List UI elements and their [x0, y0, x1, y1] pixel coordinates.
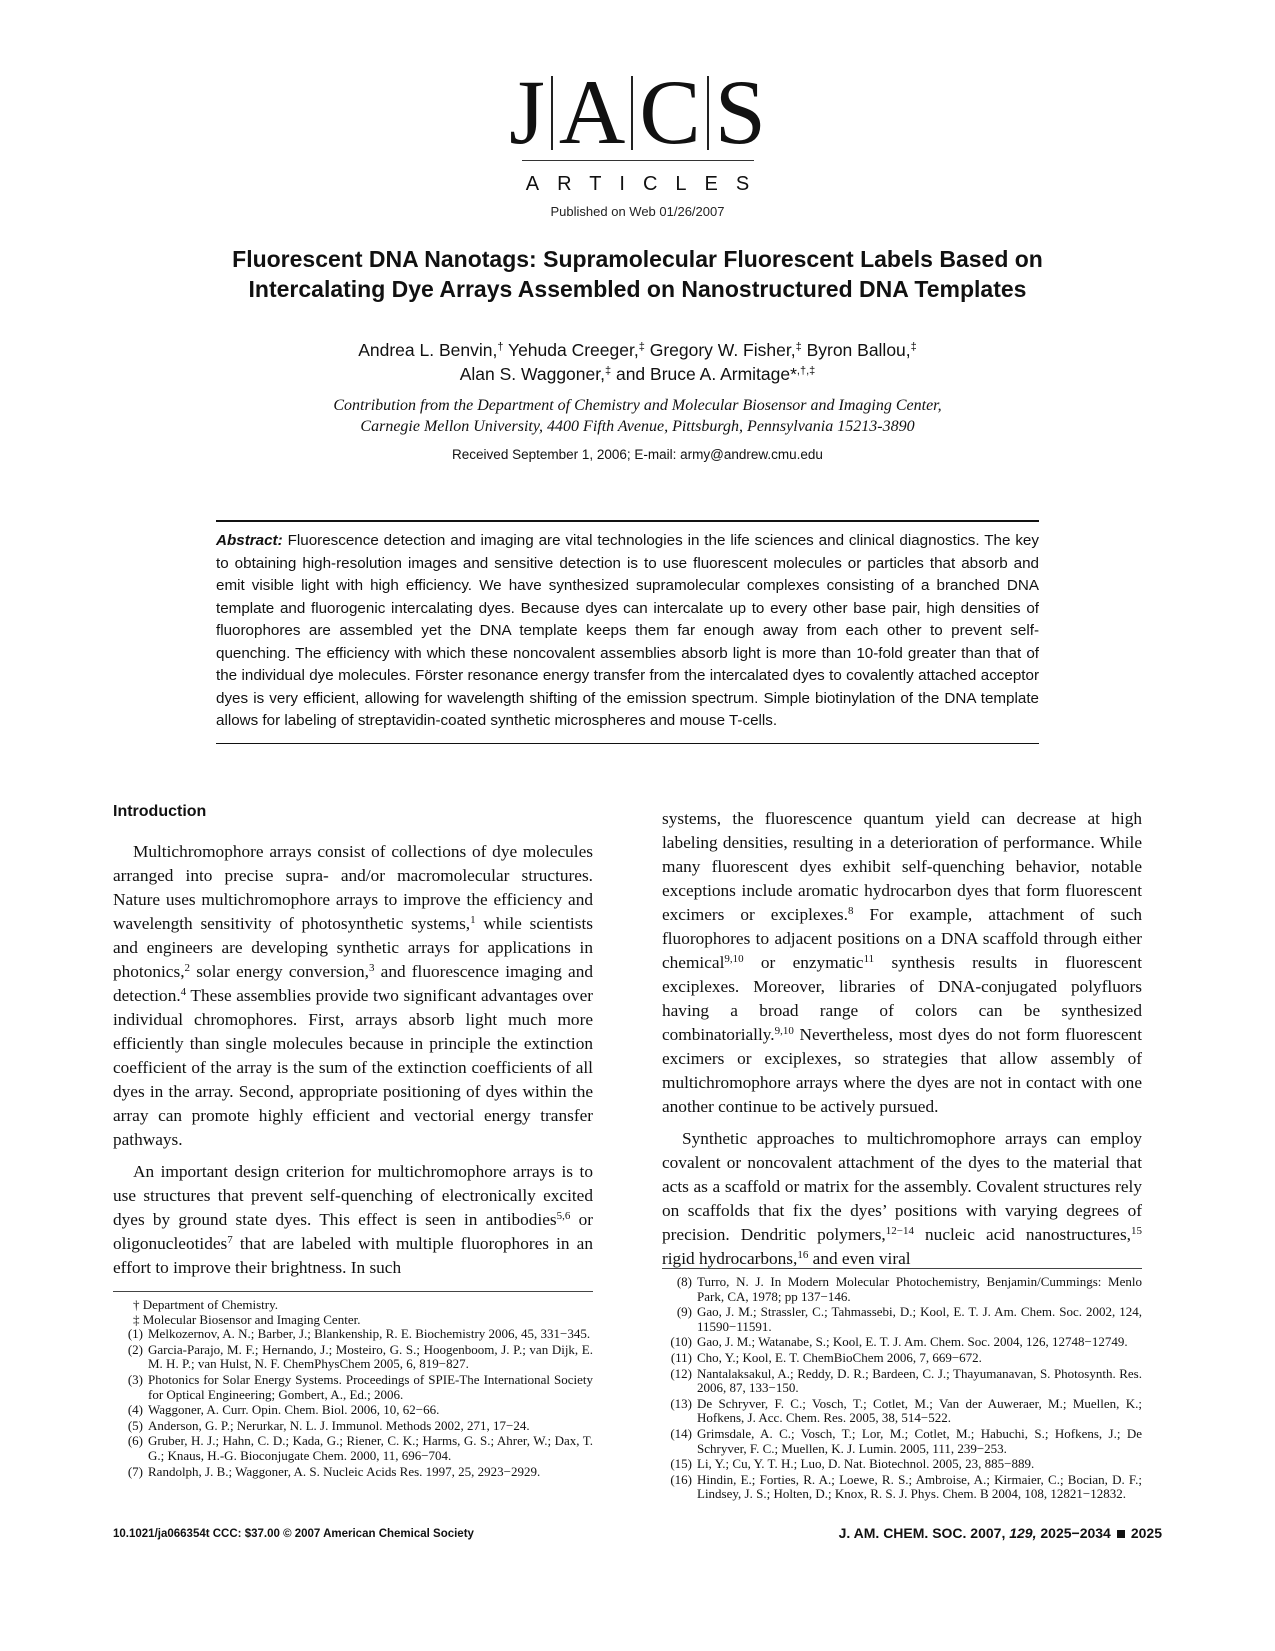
- reference: (6) Gruber, H. J.; Hahn, C. D.; Kada, G.; Riener, C. K.; Harms, G. S.; Ahrer, W.; Dax, T. G.; Knaus, H.-G. Bioconjugate Chem. 2000, 11, 696−704.: [127, 1433, 593, 1463]
- received-and-email: Received September 1, 2006; E-mail: army@andrew.cmu.edu: [452, 447, 823, 462]
- published-date: Published on Web 01/26/2007: [550, 204, 725, 219]
- paragraph: Multichromophore arrays consist of collections of dye molecules arranged into precise supra- and/or macromolecular structures. Nature uses multichromophore arrays to improve the efficiency and wavelength sensitivity of photosynthetic systems,$^1$ while scientists and engineers are developing synthetic arrays for applications in photonics,$^2$ solar energy conversion,$^3$ and fluorescence imaging and detection.$^4$ These assemblies provide two significant advantages over individual chromophores. First, arrays absorb light much more efficiently than single molecules because in principle the extinction coefficient of the array is the sum of the extinction coefficients of all dyes in the array. Second, appropriate positioning of dyes within the array can promote highly efficient and vectorial energy transfer pathways.: [113, 842, 593, 1149]
- article-title: Fluorescent DNA Nanotags: Supramolecular Fluorescent Labels Based on Intercalating Dye Arrays Assembled on Nanostructured DNA Templates: [232, 246, 1043, 302]
- paragraph: Synthetic approaches to multichromophore arrays can employ covalent or noncovalent attachment of the dyes to the material that acts as a scaffold or matrix for the assembly. Covalent structures rely on scaffolds that fix the dyes’ positions with varying degrees of precision. Dendritic polymers,$^{12-14}$ nucleic acid nanostructures,$^{15}$ rigid hydrocarbons,$^{16}$ and even viral: [662, 1129, 1142, 1268]
- reference: (9) Gao, J. M.; Strassler, C.; Tahmassebi, D.; Kool, E. T. J. Am. Chem. Soc. 2002, 124, 11590−11591.: [676, 1304, 1142, 1334]
- reference: (8) Turro, N. J. In Modern Molecular Photochemistry, Benjamin/Cummings: Menlo Park, CA, 1978; pp 137−146.: [676, 1274, 1142, 1304]
- reference: (4) Waggoner, A. Curr. Opin. Chem. Biol. 2006, 10, 62−66.: [127, 1402, 440, 1418]
- articles-label: ARTICLES: [525, 173, 768, 195]
- author: and Bruce A. Armitage*: [611, 364, 797, 384]
- left-column: [113, 800, 593, 1288]
- author: Alan S. Waggoner,: [459, 364, 605, 384]
- footnotes-left: [113, 1291, 593, 1480]
- journal-masthead: [0, 61, 1275, 219]
- author: Yehuda Creeger,: [503, 340, 639, 360]
- abstract: [216, 520, 1039, 744]
- author: Andrea L. Benvin,: [358, 340, 498, 360]
- reference: (12) Nantalaksakul, A.; Reddy, D. R.; Bardeen, C. J.; Thayumanavan, S. Photosynth. Res. 2006, 87, 133−150.: [670, 1365, 1142, 1396]
- paragraph: An important design criterion for multichromophore arrays is to use structures that prevent self-quenching of electronically excited dyes by ground state dyes. This effect is seen in antibodies$^{5,6}$ or oligonucleotides$^7$ that are labeled with multiple fluorophores in an effort to improve their brightness. In such: [113, 1162, 593, 1277]
- author-list: Andrea L. Benvin,† Yehuda Creeger,‡ Gregory W. Fisher,‡ Byron Ballou,‡ Alan S. Waggoner,‡ and Bruce A. Armitage*,†,‡: [358, 340, 917, 384]
- reference: (15) Li, Y.; Cu, Y. T. H.; Luo, D. Nat. Biotechnol. 2005, 23, 885−889.: [670, 1456, 1035, 1472]
- reference: (2) Garcia-Parajo, M. F.; Hernando, J.; Mosteiro, G. S.; Hoogenboom, J. P.; van Dijk, E. M. H. P.; van Hulst, N. F. ChemPhysChem 2005, 6, 819−827.: [127, 1341, 593, 1372]
- page-number: 2025: [1130, 1525, 1162, 1541]
- abstract-text: Fluorescence detection and imaging are vital technologies in the life sciences and clinical diagnostics. The key to obtaining high-resolution images and sensitive detection is to use fluorescent molecules or particles that absorb and emit visible light with high efficiency. We have synthesized supramolecular complexes consisting of a branched DNA template and fluorogenic intercalating dyes. Because dyes can intercalate up to every other base pair, high densities of fluorophores are assembled yet the DNA template keeps them far enough away from each other to prevent self-quenching. The efficiency with which these noncovalent assemblies absorb light is more than 10-fold greater than that of the individual dye molecules. Förster resonance energy transfer from the intercalated dyes to covalently attached acceptor dyes is very efficient, allowing for wavelength shifting of the emission spectrum. Simple biotinylation of the DNA template allows for labeling of streptavidin-coated synthetic microspheres and mouse T-cells.: [216, 532, 1039, 729]
- reference: (13) De Schryver, F. C.; Vosch, T.; Cotlet, M.; Van der Auweraer, M.; Muellen, K.; Hofkens, J. Acc. Chem. Res. 2005, 38, 514−522.: [670, 1395, 1142, 1426]
- author: Byron Ballou,: [801, 340, 911, 360]
- right-column: [662, 807, 1142, 1279]
- journal-citation: J. AM. CHEM. SOC. 2007, 129, 2025−2034 2025: [838, 1525, 1162, 1541]
- author: Gregory W. Fisher,: [644, 340, 796, 360]
- footnote-affiliation: ‡ Molecular Biosensor and Imaging Center.: [133, 1311, 361, 1327]
- square-bullet-icon: [1117, 1530, 1125, 1538]
- footnotes-right: [662, 1268, 1142, 1503]
- reference: (3) Photonics for Solar Energy Systems. Proceedings of SPIE-The International Society for Optical Engineering; Gombert, A., Ed.; 2006.: [127, 1371, 593, 1402]
- paragraph: systems, the fluorescence quantum yield can decrease at high labeling densities, resulting in a deterioration of performance. While many fluorescent dyes exhibit self-quenching behavior, notable exceptions include aromatic hydrocarbon dyes that form fluorescent excimers or exciplexes.$^8$ For example, attachment of such fluorophores to adjacent positions on a DNA scaffold through either chemical$^{9,10}$ or enzymatic$^{11}$ synthesis results in fluorescent exciplexes. Moreover, libraries of DNA-conjugated polyfluors having a broad range of colors can be synthesized combinatorially.$^{9,10}$ Nevertheless, most dyes do not form fluorescent excimers or exciplexes, so strategies that allow assembly of multichromophore arrays where the dyes are not in contact with one another continue to be actively pursued.: [662, 809, 1143, 1116]
- reference: (14) Grimsdale, A. C.; Vosch, T.; Lor, M.; Cotlet, M.; Habuchi, S.; Hofkens, J.; De Schryver, F. C.; Muellen, K. J. Lumin. 2005, 111, 239−253.: [670, 1425, 1142, 1456]
- jacs-logo: J A C S: [509, 61, 766, 163]
- footnote-affiliation: † Department of Chemistry.: [133, 1297, 279, 1312]
- affiliation: Contribution from the Department of Chemistry and Molecular Biosensor and Imaging Center, Carnegie Mellon University, 4400 Fifth Avenue, Pittsburgh, Pennsylvania 15213-3890: [333, 397, 942, 435]
- reference: (7) Randolph, J. B.; Waggoner, A. S. Nucleic Acids Res. 1997, 25, 2923−2929.: [127, 1463, 541, 1479]
- reference: (1) Melkozernov, A. N.; Barber, J.; Blankenship, R. E. Biochemistry 2006, 45, 331−345.: [127, 1326, 591, 1342]
- reference: (10) Gao, J. M.; Watanabe, S.; Kool, E. T. J. Am. Chem. Soc. 2004, 126, 12748−12749.: [670, 1334, 1128, 1350]
- abstract-label: Abstract:: [216, 532, 283, 549]
- reference: (11) Cho, Y.; Kool, E. T. ChemBioChem 2006, 7, 669−672.: [670, 1349, 982, 1365]
- doi-copyright: 10.1021/ja066354t CCC: $37.00 © 2007 American Chemical Society: [113, 1528, 474, 1540]
- reference: (16) Hindin, E.; Forties, R. A.; Loewe, R. S.; Ambroise, A.; Kirmaier, C.; Bocian, D. F.; Lindsey, J. S.; Holten, D.; Knox, R. S. J. Phys. Chem. B 2004, 108, 12821−12832.: [670, 1471, 1142, 1502]
- section-heading: Introduction: [113, 803, 207, 820]
- reference: (5) Anderson, G. P.; Nerurkar, N. L. J. Immunol. Methods 2002, 271, 17−24.: [127, 1417, 530, 1433]
